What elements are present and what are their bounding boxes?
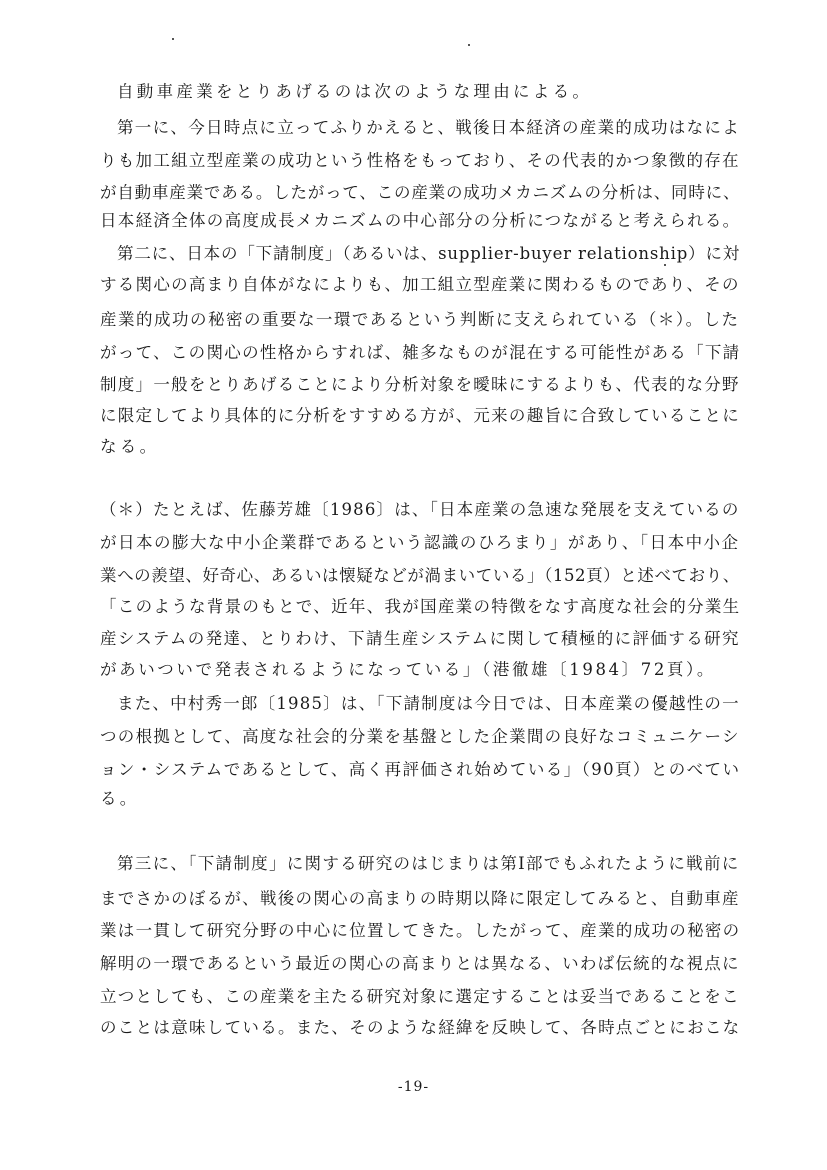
scan-speck [468, 44, 470, 46]
intro-line: 自動車産業をとりあげるのは次のような理由による。 [117, 82, 593, 101]
scan-speck [664, 264, 666, 266]
reason1-line: が自動車産業である。したがって、この産業の成功メカニズムの分析は、同時に、 [100, 183, 741, 202]
note2-line: つの根拠として、高度な社会的分業を基盤とした企業間の良好なコミュニケーシ [100, 727, 740, 746]
reason1-line: りも加工組立型産業の成功という性格をもっており、その代表的かつ象徴的存在 [100, 151, 740, 170]
reason2-line: 第二に、日本の「下請制度」（あるいは、supplier-buyer relationship）に対 [117, 244, 741, 263]
reason2-line: がって、この関心の性格からすれば、雑多なものが混在する可能性がある「下請 [100, 343, 741, 362]
note2-line: る。 [100, 789, 140, 808]
reason3-line: までさかのぼるが、戦後の関心の高まりの時期以降に限定してみると、自動車産 [100, 889, 740, 908]
note-line: （＊）たとえば、佐藤芳雄〔1986〕は、「日本産業の急速な発展を支えているの [100, 500, 740, 519]
reason2-line: 制度」一般をとりあげることにより分析対象を曖昧にするよりも、代表的な分野 [100, 375, 740, 394]
reason3-line: 第三に、「下請制度」に関する研究のはじまりは第Ⅰ部でもふれたように戦前に [117, 854, 740, 873]
reason3-line: のことは意味している。また、そのような経緯を反映して、各時点ごとにおこな [100, 1018, 741, 1037]
note-line: が日本の膨大な中小企業群であるという認識のひろまり」があり、「日本中小企 [100, 533, 740, 552]
note2-line: ョン・システムであるとして、高く再評価され始めている」（90頁）とのべてい [100, 760, 741, 779]
reason2-line: なる。 [100, 437, 160, 456]
reason1-line: 第一に、今日時点に立ってふりかえると、戦後日本経済の産業的成功はなによ [117, 118, 740, 137]
note-line: 産システムの発達、とりわけ、下請生産システムに関して積極的に評価する研究 [100, 629, 740, 648]
page-number: -19- [397, 1079, 430, 1095]
reason2-line: に限定してより具体的に分析をすすめる方が、元来の趣旨に合致していることに [100, 406, 740, 425]
reason1-line: 日本経済全体の高度成長メカニズムの中心部分の分析につながると考えられる。 [100, 211, 741, 230]
reason3-line: 解明の一環であるという最近の関心の高まりとは異なる、いわば伝統的な視点に [100, 954, 740, 973]
reason3-line: 業は一貫して研究分野の中心に位置してきた。したがって、産業的成功の秘密の [100, 921, 741, 940]
note-line: 「このような背景のもとで、近年、我が国産業の特徴をなす高度な社会的分業生 [100, 597, 741, 616]
reason2-line: する関心の高まり自体がなによりも、加工組立型産業に関わるものであり、その [100, 275, 740, 294]
scan-speck [172, 38, 174, 40]
note-line: 業への羨望、好奇心、あるいは懐疑などが渦まいている」（152頁）と述べており、 [100, 566, 740, 585]
note-line: があいついで発表されるようになっている」（港徹雄〔1984〕72頁）。 [100, 660, 716, 679]
note2-line: また、中村秀一郎〔1985〕は、「下請制度は今日では、日本産業の優越性の一 [117, 694, 740, 713]
reason3-line: 立つとしても、この産業を主たる研究対象に選定することは妥当であることをこ [100, 987, 740, 1006]
reason2-line: 産業的成功の秘密の重要な一環であるという判断に支えられている（＊）。した [100, 310, 740, 329]
